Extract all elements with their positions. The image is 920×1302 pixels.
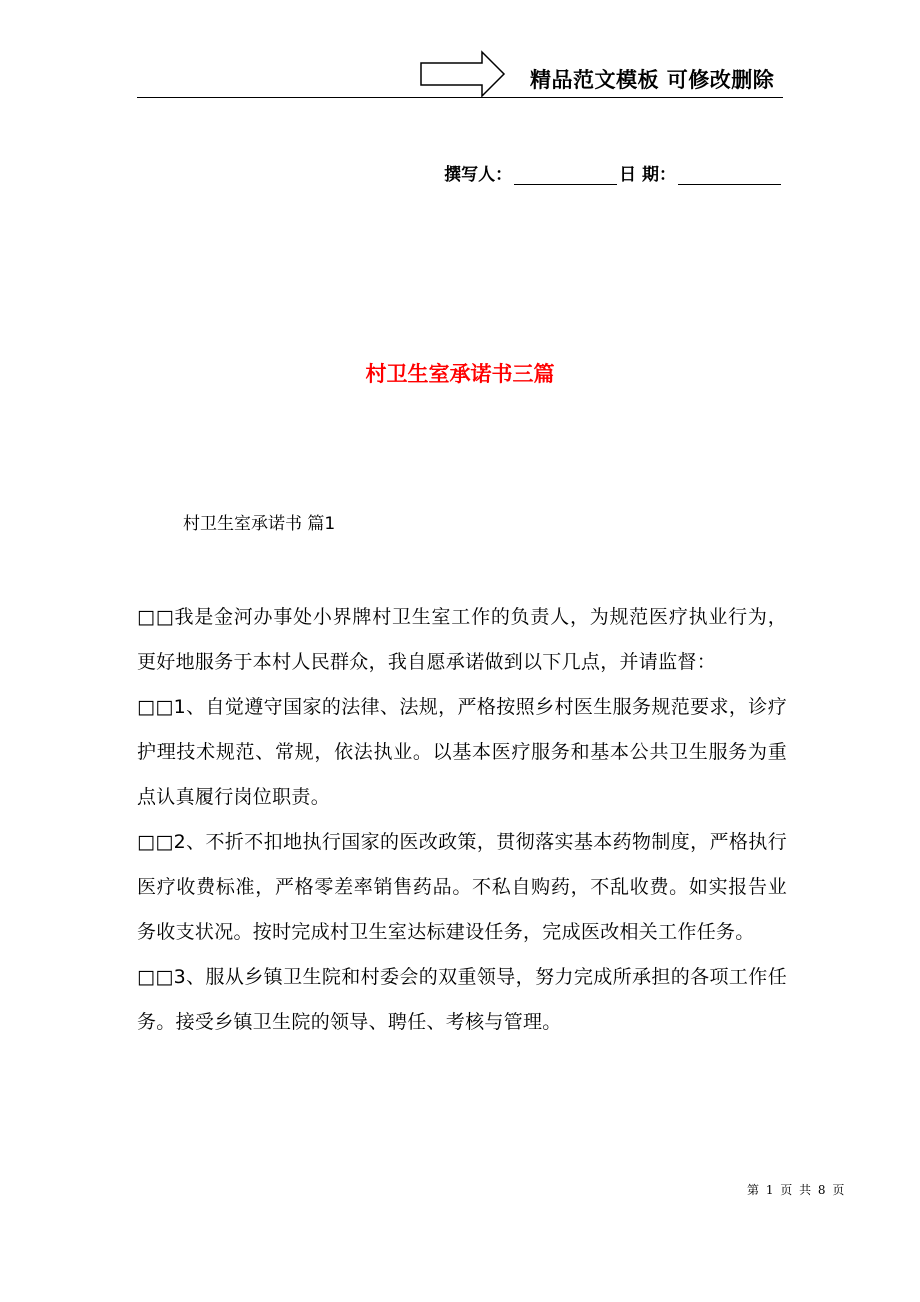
document-body — [137, 595, 787, 1045]
author-label: 撰写人： — [444, 165, 513, 185]
paragraph-item-3: □□3、服从乡镇卫生院和村委会的双重领导，努力完成所承担的各项工作任务。接受乡镇卫生院的领导、聘任、考核与管理。 — [137, 966, 787, 1033]
paragraph-intro: □□我是金河办事处小界牌村卫生室工作的负责人，为规范医疗执业行为，更好地服务于本村人民群众，我自愿承诺做到以下几点，并请监督： — [137, 606, 787, 673]
paragraph-item-2: □□2、不折不扣地执行国家的医改政策，贯彻落实基本药物制度，严格执行医疗收费标准，严格零差率销售药品。不私自购药，不乱收费。如实报告业务收支状况。按时完成村卫生室达标建设任务，完成医改相关工作任务。 — [137, 831, 787, 943]
author-blank — [514, 166, 617, 185]
date-label: 日 期： — [619, 165, 676, 185]
page-number-footer: 第 1 页 共 8 页 — [747, 1183, 845, 1197]
right-arrow-outline-icon — [420, 50, 506, 98]
author-date-line — [444, 160, 783, 185]
section-subtitle: 村卫生室承诺书 篇1 — [183, 514, 336, 534]
header-rule — [137, 97, 783, 98]
paragraph-item-1: □□1、自觉遵守国家的法律、法规，严格按照乡村医生服务规范要求，诊疗护理技术规范、常规，依法执业。以基本医疗服务和基本公共卫生服务为重点认真履行岗位职责。 — [137, 696, 787, 808]
document-title: 村卫生室承诺书三篇 — [365, 362, 555, 386]
date-blank — [678, 166, 781, 185]
header-text: 精品范文模板 可修改删除 — [530, 68, 775, 92]
